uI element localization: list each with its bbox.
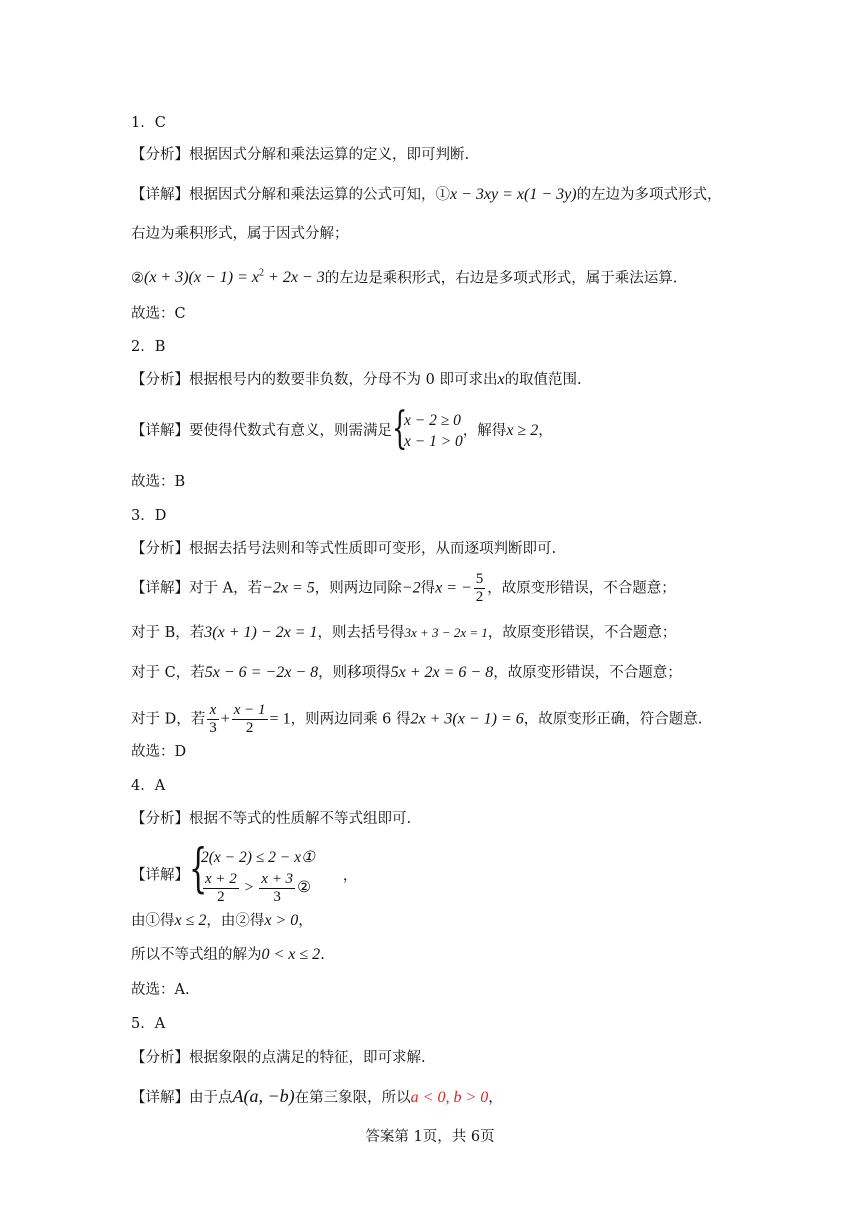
q2-system: { x − 2 ≥ 0 x − 1 > 0	[392, 403, 463, 454]
q1-equation-1: x − 3xy = x(1 − 3y)	[450, 186, 577, 203]
page-footer: 答案第 1页，共 6页	[365, 1129, 495, 1145]
q4-answer: 故选：A.	[131, 982, 190, 998]
q3-analysis: 【分析】根据去括号法则和等式性质即可变形，从而逐项判断即可.	[131, 541, 557, 557]
q3-answer: 故选：D	[131, 744, 187, 760]
q5-highlight-condition: a < 0, b > 0	[410, 1089, 489, 1106]
q4-step-2: 所以不等式组的解为0 < x ≤ 2.	[131, 946, 325, 963]
q5-header: 5．A	[131, 1016, 166, 1032]
q3-detail-a: 【详解】对于 A，若−2x = 5，则两边同除−2得x = − $\frac{5}{2}$ ，故原变形错误，不合题意；	[131, 571, 676, 605]
q4-step-1: 由①得x ≤ 2，由②得x > 0，	[131, 912, 313, 929]
q5-analysis: 【分析】根据象限的点满足的特征，即可求解.	[131, 1050, 426, 1066]
q3-fraction-a: $\frac{5}{2}$	[475, 571, 484, 605]
q1-detail-line1: 【详解】根据因式分解和乘法运算的公式可知，①x − 3xy = x(1 − 3y)的左边为多项式形式，	[131, 186, 722, 203]
q4-header: 4．A	[131, 778, 166, 794]
q2-detail: 【详解】要使得代数式有意义，则需满足 { x − 2 ≥ 0 x − 1 > 0 ，解得x ≥ 2，	[131, 403, 553, 454]
q1-equation-2: $(x + 3)(x - 1) = x^2 + 2x - 3$	[144, 268, 325, 287]
q4-system: { 2(x − 2) ≤ 2 − x① $\frac{x + 2}{2}$ > $\frac{x + 3}{3}$ ②	[189, 839, 315, 905]
q3-fraction-d2: $\frac{x - 1}{2}$	[233, 702, 266, 736]
q1-analysis: 【分析】根据因式分解和乘法运算的定义，即可判断.	[131, 147, 470, 163]
q3-detail-c: 对于 C，若5x − 6 = −2x − 8，则移项得5x + 2x = 6 − 8，故原变形错误，不合题意；	[131, 664, 682, 681]
q4-detail: 【详解】 { 2(x − 2) ≤ 2 − x① $\frac{x + 2}{2}$ > $\frac{x + 3}{3}$ ② ，	[131, 839, 358, 905]
q1-detail-line2: 右边为乘积形式，属于因式分解；	[131, 226, 349, 242]
q3-detail-b: 对于 B，若3(x + 1) − 2x = 1，则去括号得3x + 3 − 2x = 1，故原变形错误，不合题意；	[131, 624, 677, 641]
q1-header: 1．C	[131, 115, 166, 131]
q2-answer: 故选：B	[131, 474, 186, 490]
q5-detail: 【详解】由于点A(a, −b)在第三象限，所以a < 0, b > 0，	[131, 1086, 503, 1106]
q4-analysis: 【分析】根据不等式的性质解不等式组即可.	[131, 811, 412, 827]
q3-detail-d: 对于 D，若 $\frac{x}{3}$ + $\frac{x - 1}{2}$ = 1，则两边同乘 6 得2x + 3(x − 1) = 6，故原变形正确，符合题意.	[131, 702, 703, 736]
q1-detail-line3: ②(x + $3)(x - 1) = x^2 + 2x - 3$的左边是乘积形式，右边是多项式形式，属于乘法运算.	[131, 268, 678, 287]
q3-fraction-d1: $\frac{x}{3}$	[209, 702, 217, 736]
q2-header: 2．B	[131, 339, 166, 355]
q1-answer: 故选：C	[131, 306, 186, 322]
q3-header: 3．D	[131, 508, 167, 524]
q2-analysis: 【分析】根据根号内的数要非负数，分母不为 0 即可求出x的取值范围.	[131, 371, 582, 388]
